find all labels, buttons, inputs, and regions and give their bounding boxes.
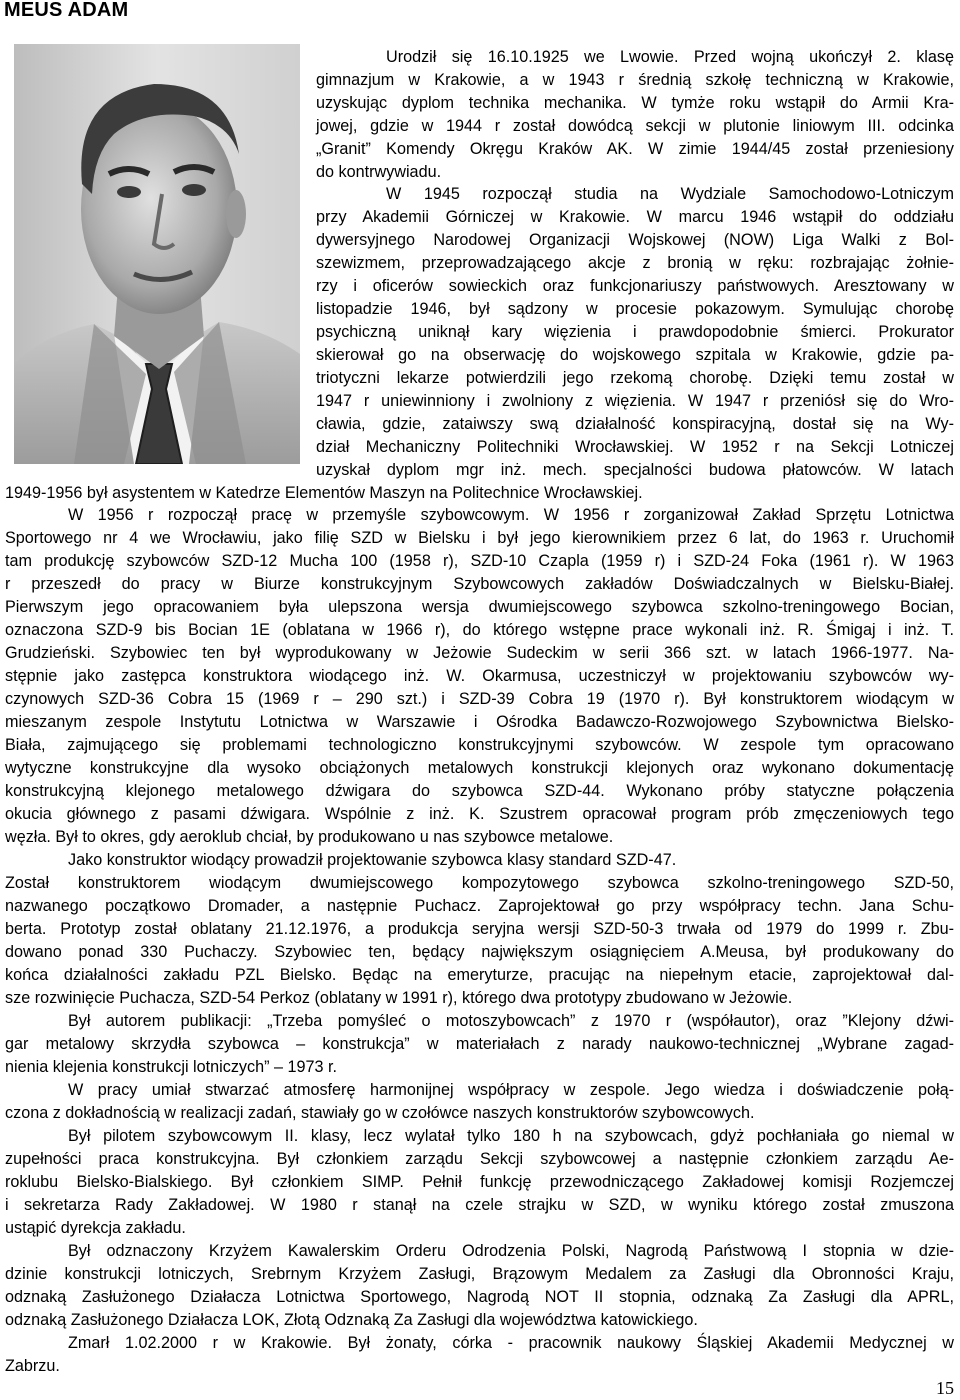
text-line: gimnazjum w Krakowie, a w 1943 r średnią szkołę techniczną w Krakowie, <box>316 71 954 89</box>
text-line: węzła. Był to okres, gdy aeroklub chciał, by produkowano u nas szybowce metalowe. <box>5 828 614 846</box>
text-line: Biała, zajmującego się problemami technologiczno konstrukcyjnymi szybowców. W zespole tym opracowano <box>5 736 954 754</box>
text-line: Był autorem publikacji: „Trzeba pomyśleć o motoszybowcach” z 1970 r (współautor), oraz ”Klejony dźwi- <box>68 1012 954 1030</box>
text-line: Był pilotem szybowcowym II. klasy, lecz wylatał tylko 180 h na szybowcach, gdyż pochłaniała go niemal w <box>68 1127 954 1145</box>
text-line: wytyczne konstrukcyjne dla wysoko obciążonych metalowych konstrukcji klejonych oraz wykonano dokumentację <box>5 759 954 777</box>
text-line: gar metalowy skrzydła szybowca – konstrukcja” w materiałach z narady naukowo-technicznej „Wybrane zagad- <box>5 1035 954 1053</box>
text-line: czona z dokładnością w realizacji zadań, stawiały go w czołówce naszych konstruktorów szybowcowych. <box>5 1104 755 1122</box>
text-line: W 1956 r rozpoczął pracę w przemyśle szybowcowym. W 1956 r zorganizował Zakład Sprzętu Lotnictwa <box>68 506 954 524</box>
text-line: cławia, gdzie, zataiwszy swą działalność konspiracyjną, dostał się na Wy- <box>316 415 954 433</box>
text-line: triotyczni lekarze potwierdzili jego rzekomą chorobę. Dzięki temu został w <box>316 369 954 387</box>
text-line: 1949-1956 był asystentem w Katedrze Elementów Maszyn na Politechnice Wrocławskiej. <box>5 484 643 502</box>
text-line: jowej, gdzie w 1944 r został dowódcą sekcji w plutonie liniowym III. odcinka <box>316 117 954 135</box>
text-line: nienia klejenia konstrukcji lotniczych” – 1973 r. <box>5 1058 338 1076</box>
text-line: mieszanym zespole Instytutu Lotnictwa w Warszawie i Ośrodka Badawczo-Rozwojowego Szybownictwa Bielsko- <box>5 713 954 731</box>
text-line: roklubu Bielsko-Bialskiego. Był członkiem SIMP. Pełnił funkcję przewodniczącego Zakładowej komisji Rozjemczej <box>5 1173 954 1191</box>
text-line: uzyskując dyplom technika mechanika. W tymże roku wstąpił do Armii Kra- <box>316 94 954 112</box>
portrait-photo <box>14 44 300 464</box>
text-line: nazwanego początkowo Dromader, a następnie Puchacz. Zaprojektował go przy współpracy techn. Jana Schu- <box>5 897 954 915</box>
text-line: czynowych SZD-36 Cobra 15 (1969 r – 290 szt.) i SZD-39 Cobra 19 (1970 r). Był konstruktorem wiodącym w <box>5 690 954 708</box>
text-line: psychiczną uniknął kary więzienia i prawdopodobnie śmierci. Prokurator <box>316 323 954 341</box>
text-line: dział Mechaniczny Politechniki Wrocławskiej. W 1952 r na Sekcji Lotniczej <box>316 438 954 456</box>
text-line: stępnie jako zastępca konstruktora wiodącego inż. W. Okarmusa, uczestniczył w projektowaniu szybowców wy- <box>5 667 954 685</box>
text-line: r przeszedł do pracy w Biurze konstrukcyjnym Szybowcowych zakładów Doświadczalnych w Bielsku-Białej. <box>5 575 954 593</box>
text-line: zupełności praca konstrukcyjna. Był członkiem zarządu Sekcji szybowcowej a następnie członkiem zarządu Ae- <box>5 1150 954 1168</box>
text-line: odznaką Zasłużonego Działacza Lotnictwa Sportowego, Nagrodą NOT II stopnia, odznaką Za Zasługi dla APRL, <box>5 1288 954 1306</box>
page-title: MEUS ADAM <box>4 0 129 21</box>
text-line: konstrukcyjną klejonego metalowego dźwigara do szybowca SZD-44. Wykonano próby statyczne połączenia <box>5 782 954 800</box>
text-line: Urodził się 16.10.1925 we Lwowie. Przed wojną ukończył 2. klasę <box>386 48 954 66</box>
text-line: tam produkcję szybowców SZD-12 Mucha 100 (1958 r), SZD-10 Czapla (1959 r) i SZD-24 Foka (1961 r). W 1963 <box>5 552 954 570</box>
text-line: 1947 r uniewinniony i zwolniony z więzienia. W 1947 r przeniósł się do Wro- <box>316 392 954 410</box>
text-line: sze rozwinięcie Puchacza, SZD-54 Perkoz (oblatany w 1991 r), którego dwa prototypy zbudowano w Jeżowie. <box>5 989 793 1007</box>
text-line: przy Akademii Górniczej w Krakowie. W marcu 1946 wstąpił do oddziału <box>316 208 954 226</box>
text-line: szewizmem, przeprowadzającego akcje z bronią w ręku: rozbrajając żołnie- <box>316 254 954 272</box>
text-line: oznaczona SZD-9 bis Bocian 1E (oblatana w 1966 r), do którego wstępne prace wykonali inż. R. Śmigaj i inż. T. <box>5 621 954 639</box>
text-line: Zmarł 1.02.2000 r w Krakowie. Był żonaty, córka - pracownik naukowy Śląskiej Akademii Medycznej w <box>68 1334 954 1352</box>
text-line: rzy i oficerów sowieckich oraz funkcjonariuszy państwowych. Aresztowany w <box>316 277 954 295</box>
text-line: okucia głównego z pasami dźwigara. Wspólnie z inż. K. Szustrem opracował program prób zmęczeniowych tego <box>5 805 954 823</box>
text-line: Został konstruktorem wiodącym dwumiejscowego kompozytowego szybowca szkolno-treningowego SZD-50, <box>5 874 954 892</box>
text-line: W 1945 rozpoczął studia na Wydziale Samochodowo-Lotniczym <box>386 185 954 203</box>
text-line: Był odznaczony Krzyżem Kawalerskim Orderu Odrodzenia Polski, Nagrodą Państwową I stopnia w dzie- <box>68 1242 954 1260</box>
page-number: 15 <box>936 1378 954 1398</box>
text-line: dowano ponad 330 Puchaczy. Szybowiec ten, będący największym osiągnięciem A.Meusa, był produkowany do <box>5 943 954 961</box>
text-line: dywersyjnego Narodowej Organizacji Wojskowej (NOW) Liga Walki z Bol- <box>316 231 954 249</box>
text-line: odznaką Zasłużonego Działacza LOK, Złotą Odznaką Za Zasługi dla województwa katowickiego. <box>5 1311 698 1329</box>
text-line: Jako konstruktor wiodący prowadził projektowanie szybowca klasy standard SZD-47. <box>68 851 677 869</box>
text-line: listopadzie 1946, był sądzony w procesie pokazowym. Symulując chorobę <box>316 300 954 318</box>
text-line: Pierwszym jego opracowaniem była ulepszona wersja dwumiejscowego szybowca szkolno-treningowego Bocian, <box>5 598 954 616</box>
text-line: i sekretarza Rady Zakładowej. W 1980 r stanął na czele strajku w SZD, w wyniku którego został zmuszona <box>5 1196 954 1214</box>
text-line: berta. Prototyp został oblatany 21.12.1976, a produkcja seryjna wersji SZD-50-3 trwała od 1979 do 1999 r. Zbu- <box>5 920 954 938</box>
text-line: skierował go na obserwację do wojskowego szpitala w Krakowie, gdzie pa- <box>316 346 954 364</box>
text-line: uzyskał dyplom mgr inż. mech. specjalności budowa płatowców. W latach <box>316 461 954 479</box>
text-line: do kontrwywiadu. <box>316 163 442 181</box>
text-line: Zabrzu. <box>5 1357 60 1375</box>
text-line: Grudzieński. Szybowiec ten był wyprodukowany w Jeżowie Sudeckim w serii 366 szt. w latach 1966-1977. Na- <box>5 644 954 662</box>
text-line: końca działalności zakładu PZL Bielsko. Będąc na emeryturze, pracując na niepełnym etacie, zaprojektował dal- <box>5 966 954 984</box>
text-line: dzinie konstrukcji lotniczych, Srebrnym Krzyżem Zasługi, Brązowym Medalem za Zasługi dla Obronności Kraju, <box>5 1265 954 1283</box>
text-line: ustąpić dyrekcja zakładu. <box>5 1219 186 1237</box>
text-line: W pracy umiał stwarzać atmosferę harmonijnej współpracy w zespole. Jego wiedza i doświadczenie połą- <box>68 1081 954 1099</box>
text-line: Sportowego nr 4 we Wrocławiu, jako filię SZD w Bielsku i był jego kierownikiem przez 6 lat, do 1963 r. Uruchomił <box>5 529 954 547</box>
text-line: „Granit” Komendy Okręgu Kraków AK. W zimie 1944/45 został przeniesiony <box>316 140 954 158</box>
